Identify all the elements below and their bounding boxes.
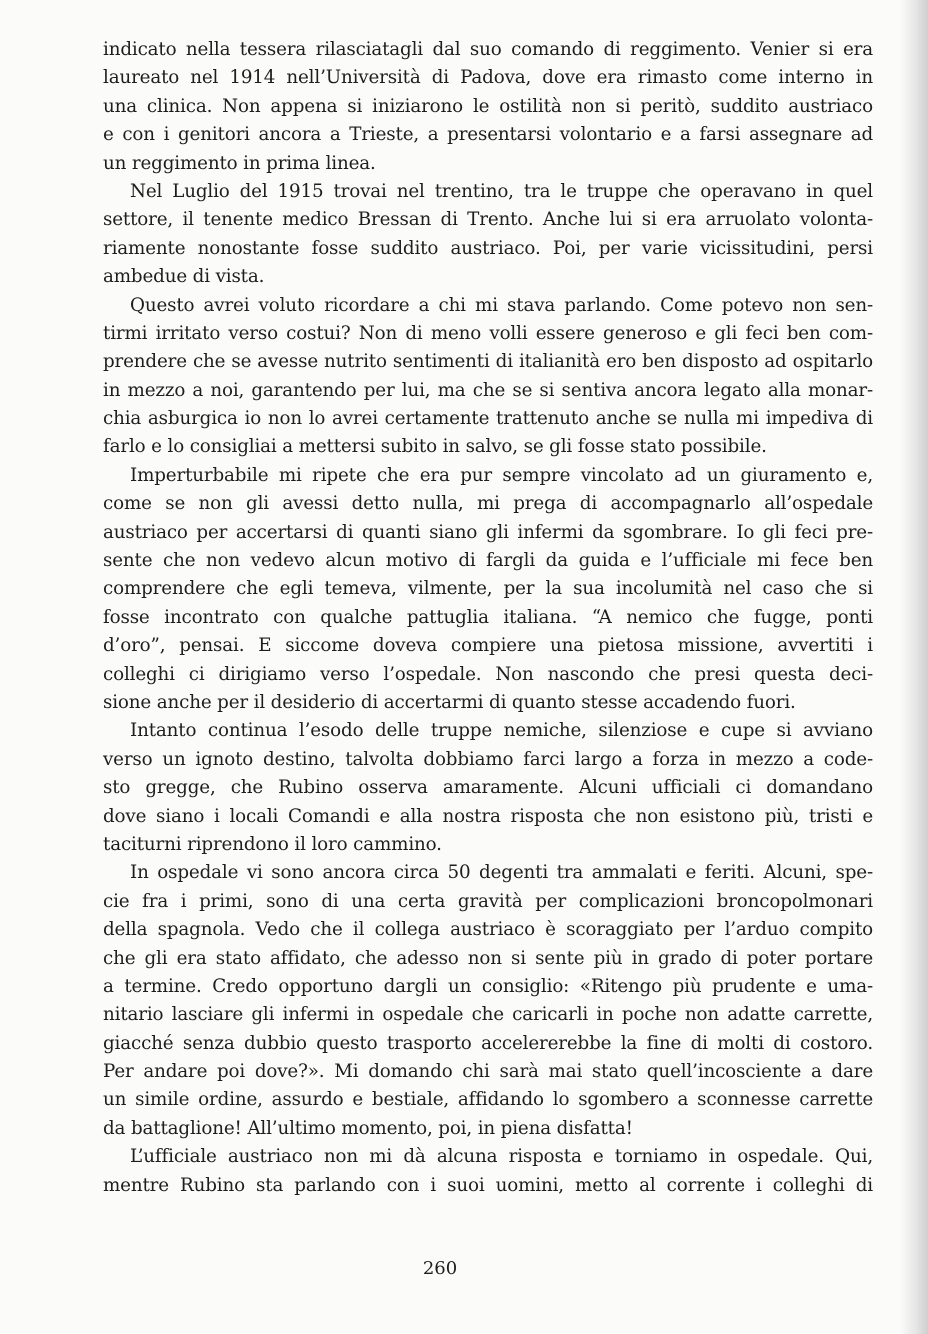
text-line: da battaglione! All’ultimo momento, poi, in piena disfatta!: [103, 1117, 633, 1139]
text-line: sto gregge, che Rubino osserva amaramente. Alcuni ufficiali ci domandano: [103, 777, 873, 799]
text-line: fosse incontrato con qualche pattuglia italiana. “A nemico che fugge, ponti: [103, 606, 873, 628]
paragraph-5: [103, 717, 873, 859]
text-line: L’ufficiale austriaco non mi dà alcuna risposta e torniamo in ospedale. Qui,: [130, 1146, 873, 1168]
page-number: 260: [422, 1258, 458, 1279]
paragraph-7: [103, 1143, 873, 1200]
text-line: e con i genitori ancora a Trieste, a presentarsi volontario e a farsi assegnare ad: [103, 124, 873, 146]
text-line: In ospedale vi sono ancora circa 50 degenti tra ammalati e feriti. Alcuni, spe-: [130, 862, 873, 884]
text-line: che gli era stato affidato, che adesso non si sente più in grado di poter portare: [103, 947, 873, 969]
text-line: come se non gli avessi detto nulla, mi prega di accompagnarlo all’ospedale: [103, 493, 873, 515]
text-line: chia asburgica io non lo avrei certamente trattenuto anche se nulla mi impediva di: [103, 408, 873, 430]
text-line: Intanto continua l’esodo delle truppe nemiche, silenziose e cupe si avviano: [130, 720, 873, 742]
paragraph-1: [103, 36, 873, 178]
text-line: ambedue di vista.: [103, 266, 265, 288]
text-line: d’oro”, pensai. E siccome doveva compiere una pietosa missione, avvertiti i: [103, 635, 873, 657]
text-line: tirmi irritato verso costui? Non di meno volli essere generoso e gli feci ben com-: [103, 322, 873, 344]
paragraph-4: [103, 462, 873, 718]
text-line: un reggimento in prima linea.: [103, 152, 376, 174]
text-line: un simile ordine, assurdo e bestiale, affidando lo sgombero a sconnesse carrette: [103, 1089, 873, 1111]
text-line: giacché senza dubbio questo trasporto accelererebbe la fine di molti di costoro.: [103, 1032, 873, 1054]
text-line: nitario lasciare gli infermi in ospedale che caricarli in poche non adatte carrette,: [103, 1004, 873, 1026]
body-text: [103, 36, 873, 1200]
text-line: sione anche per il desiderio di accertarmi di quanto stesse accadendo fuori.: [103, 691, 796, 713]
text-line: prendere che se avesse nutrito sentimenti di italianità ero ben disposto ad ospitarlo: [103, 351, 873, 373]
text-line: taciturni riprendono il loro cammino.: [103, 833, 442, 855]
text-line: dove siano i locali Comandi e alla nostra risposta che non esistono più, tristi e: [103, 805, 873, 827]
text-line: una clinica. Non appena si iniziarono le ostilità non si peritò, suddito austriaco: [103, 95, 873, 117]
paragraph-3: [103, 292, 873, 462]
text-line: farlo e lo consigliai a mettersi subito in salvo, se gli fosse stato possibile.: [103, 436, 767, 458]
text-line: riamente nonostante fosse suddito austriaco. Poi, per varie vicissitudini, persi: [103, 237, 873, 259]
text-line: indicato nella tessera rilasciatagli dal suo comando di reggimento. Venier si era: [103, 39, 873, 60]
binding-shadow: [900, 0, 928, 1334]
text-line: verso un ignoto destino, talvolta dobbiamo farci largo a forza in mezzo a code-: [103, 748, 873, 770]
paragraph-2: [103, 178, 873, 292]
text-line: in mezzo a noi, garantendo per lui, ma che se si sentiva ancora legato alla monar-: [103, 379, 873, 401]
text-line: Imperturbabile mi ripete che era pur sempre vincolato ad un giuramento e,: [130, 464, 873, 486]
text-line: Per andare poi dove?». Mi domando chi sarà mai stato quell’incosciente a dare: [103, 1061, 873, 1083]
text-line: sente che non vedevo alcun motivo di fargli da guida e l’ufficiale mi fece ben: [103, 550, 873, 572]
text-line: laureato nel 1914 nell’Università di Padova, dove era rimasto come interno in: [103, 67, 873, 89]
text-line: settore, il tenente medico Bressan di Trento. Anche lui si era arruolato volonta-: [103, 209, 873, 231]
text-line: della spagnola. Vedo che il collega austriaco è scoraggiato per l’arduo compito: [103, 919, 873, 941]
text-line: austriaco per accertarsi di quanti siano gli infermi da sgombrare. Io gli feci pre-: [103, 521, 873, 543]
text-line: cie fra i primi, sono di una certa gravità per complicazioni broncopolmonari: [103, 890, 873, 912]
text-line: Questo avrei voluto ricordare a chi mi stava parlando. Come potevo non sen-: [130, 294, 873, 316]
text-line: Nel Luglio del 1915 trovai nel trentino, tra le truppe che operavano in quel: [130, 180, 873, 202]
text-line: comprendere che egli temeva, vilmente, per la sua incolumità nel caso che si: [103, 578, 873, 600]
text-line: colleghi ci dirigiamo verso l’ospedale. Non nascondo che presi questa deci-: [103, 663, 873, 685]
paragraph-6: [103, 859, 873, 1143]
text-line: mentre Rubino sta parlando con i suoi uomini, metto al corrente i colleghi di: [103, 1174, 873, 1196]
text-line: a termine. Credo opportuno dargli un consiglio: «Ritengo più prudente e uma-: [103, 975, 873, 997]
